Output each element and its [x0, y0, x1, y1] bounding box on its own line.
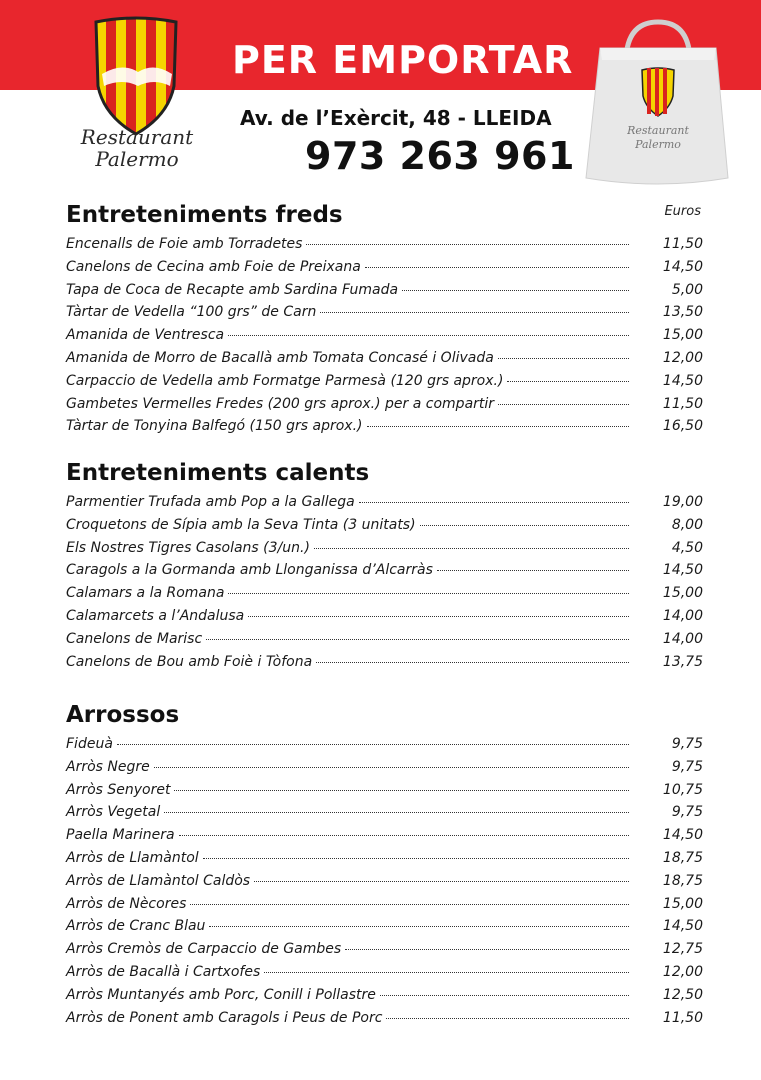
menu-item-price: 16,50	[662, 418, 703, 435]
menu-item	[66, 373, 703, 396]
section-title: Entreteniments calents	[66, 460, 370, 486]
section-entreteniments-freds	[66, 200, 703, 441]
dot-leader	[507, 381, 629, 382]
menu-item	[66, 850, 703, 873]
menu-item-name: Amanida de Morro de Bacallà amb Tomata Concasé i Olivada	[66, 349, 494, 366]
menu-item-name: Croquetons de Sípia amb la Seva Tinta (3 unitats)	[66, 516, 416, 533]
menu-item	[66, 304, 703, 327]
menu-item-name: Els Nostres Tigres Casolans (3/un.)	[66, 539, 310, 556]
menu-item-price: 14,50	[662, 372, 703, 389]
menu-item-name: Caragols a la Gormanda amb Llonganissa d’Alcarràs	[66, 562, 433, 579]
menu-item-price: 4,50	[671, 539, 703, 556]
menu-item	[66, 631, 703, 654]
menu-item-price: 14,50	[662, 562, 703, 579]
menu-item	[66, 517, 703, 540]
dot-leader	[206, 639, 629, 640]
dot-leader	[228, 335, 629, 336]
menu-item-name: Parmentier Trufada amb Pop a la Gallega	[66, 494, 355, 510]
menu-item-price: 14,00	[662, 630, 703, 647]
menu-item-price: 9,75	[671, 804, 703, 821]
dot-leader	[498, 404, 629, 405]
menu-item-name: Carpaccio de Vedella amb Formatge Parmesà (120 grs aprox.)	[66, 372, 504, 389]
menu-item	[66, 654, 703, 677]
dot-leader	[420, 525, 629, 526]
page-title: PER EMPORTAR	[232, 38, 574, 82]
dot-leader	[174, 790, 629, 791]
menu-item	[66, 418, 703, 441]
menu-item	[66, 282, 703, 305]
menu-item	[66, 608, 703, 631]
menu-item-price: 18,75	[662, 849, 703, 866]
menu-item-list	[66, 236, 703, 441]
menu-item-name: Canelons de Marisc	[66, 630, 203, 647]
menu-item	[66, 759, 703, 782]
menu-item	[66, 964, 703, 987]
menu-item-name: Calamars a la Romana	[66, 585, 225, 602]
restaurant-logo-shield	[88, 16, 184, 138]
dot-leader	[402, 290, 629, 291]
dot-leader	[264, 972, 629, 973]
dot-leader	[306, 244, 629, 245]
menu-item-price: 18,75	[662, 872, 703, 889]
dot-leader	[316, 662, 629, 663]
dot-leader	[386, 1018, 629, 1019]
menu-item-list	[66, 736, 703, 1032]
brand-line-1: Restaurant	[80, 125, 194, 149]
menu-item-price: 15,00	[662, 327, 703, 344]
menu-item-name: Arròs de Bacallà i Cartxofes	[66, 963, 261, 980]
menu-item-price: 13,75	[662, 653, 703, 670]
dot-leader	[498, 358, 629, 359]
menu-item-name: Encenalls de Foie amb Torradetes	[66, 236, 303, 252]
menu-item-price: 12,50	[662, 986, 703, 1003]
menu-item-price: 14,50	[662, 827, 703, 844]
menu-item	[66, 494, 703, 517]
brand-name	[52, 126, 222, 170]
currency-label: Euros	[664, 204, 701, 219]
menu-item	[66, 1010, 703, 1033]
dot-leader	[367, 426, 629, 427]
menu-item-price: 13,50	[662, 304, 703, 321]
menu-item	[66, 987, 703, 1010]
dot-leader	[320, 312, 629, 313]
menu-item-name: Canelons de Bou amb Foiè i Tòfona	[66, 653, 313, 670]
menu-item	[66, 350, 703, 373]
menu-item-price: 8,00	[671, 516, 703, 533]
section-arrossos	[66, 700, 703, 1032]
address: Av. de l’Exèrcit, 48 - LLEIDA	[240, 106, 552, 130]
menu-item-name: Arròs Vegetal	[66, 804, 161, 821]
menu-item	[66, 918, 703, 941]
menu-item-name: Tàrtar de Vedella “100 grs” de Carn	[66, 304, 317, 321]
menu-item-price: 15,00	[662, 585, 703, 602]
dot-leader	[203, 858, 629, 859]
menu-item-price: 11,50	[662, 395, 703, 412]
menu-item-name: Tàrtar de Tonyina Balfegó (150 grs aprox.)	[66, 418, 363, 435]
dot-leader	[209, 926, 629, 927]
menu-item-name: Arròs Muntanyés amb Porc, Conill i Pollastre	[66, 986, 376, 1003]
menu-item	[66, 259, 703, 282]
menu-item-name: Arròs de Cranc Blau	[66, 918, 206, 935]
dot-leader	[314, 548, 629, 549]
menu-item-name: Arròs Senyoret	[66, 781, 171, 798]
menu-item-price: 14,00	[662, 607, 703, 624]
menu-item	[66, 585, 703, 608]
menu-item	[66, 941, 703, 964]
menu-item-name: Arròs Cremòs de Carpaccio de Gambes	[66, 941, 342, 958]
menu-item-price: 10,75	[662, 781, 703, 798]
menu-item-name: Paella Marinera	[66, 827, 175, 844]
menu-item-price: 15,00	[662, 895, 703, 912]
menu-item-price: 12,00	[662, 963, 703, 980]
menu-item-name: Calamarcets a l’Andalusa	[66, 607, 245, 624]
menu-item	[66, 896, 703, 919]
menu-item-name: Arròs de Ponent amb Caragols i Peus de Porc	[66, 1009, 383, 1026]
menu-item-name: Arròs de Nècores	[66, 895, 187, 912]
menu-item-price: 12,00	[662, 349, 703, 366]
menu-item-price: 9,75	[671, 736, 703, 752]
menu-item	[66, 562, 703, 585]
menu-item-name: Tapa de Coca de Recapte amb Sardina Fumada	[66, 281, 399, 298]
dot-leader	[380, 995, 629, 996]
menu-item-price: 14,50	[662, 258, 703, 275]
menu-item	[66, 736, 703, 759]
menu-item	[66, 873, 703, 896]
menu-item-price: 5,00	[671, 281, 703, 298]
menu-item-name: Arròs Negre	[66, 758, 150, 775]
menu-item-price: 11,50	[662, 1009, 703, 1026]
dot-leader	[164, 812, 629, 813]
menu-item-name: Fideuà	[66, 736, 113, 752]
dot-leader	[228, 593, 629, 594]
dot-leader	[345, 949, 629, 950]
bag-brand-line-2: Palermo	[635, 138, 681, 151]
dot-leader	[248, 616, 629, 617]
section-entreteniments-calents	[66, 458, 703, 676]
menu-item-name: Canelons de Cecina amb Foie de Preixana	[66, 258, 361, 275]
bag-brand-line-1: Restaurant	[627, 124, 689, 137]
dot-leader	[359, 502, 629, 503]
menu-item	[66, 782, 703, 805]
menu-item	[66, 540, 703, 563]
dot-leader	[437, 570, 629, 571]
dot-leader	[254, 881, 629, 882]
takeaway-bag-illustration	[578, 18, 738, 188]
menu-item-price: 9,75	[671, 758, 703, 775]
menu-item-price: 19,00	[662, 494, 703, 510]
menu-item-name: Arròs de Llamàntol	[66, 849, 199, 866]
brand-line-2: Palermo	[95, 147, 179, 171]
menu-item-price: 12,75	[662, 941, 703, 958]
dot-leader	[190, 904, 629, 905]
menu-item-name: Arròs de Llamàntol Caldòs	[66, 872, 251, 889]
dot-leader	[179, 835, 629, 836]
menu-item	[66, 327, 703, 350]
dot-leader	[154, 767, 629, 768]
menu-item-name: Amanida de Ventresca	[66, 327, 225, 344]
menu-item-list	[66, 494, 703, 676]
phone-number[interactable]: 973 263 961	[305, 134, 575, 178]
dot-leader	[365, 267, 629, 268]
menu-item	[66, 827, 703, 850]
menu-item	[66, 396, 703, 419]
menu-item-name: Gambetes Vermelles Fredes (200 grs aprox.) per a compartir	[66, 395, 495, 412]
menu-item-price: 14,50	[662, 918, 703, 935]
section-title: Arrossos	[66, 702, 180, 728]
section-title: Entreteniments freds	[66, 202, 343, 228]
menu-item-price: 11,50	[662, 236, 703, 252]
menu-item	[66, 804, 703, 827]
menu-item	[66, 236, 703, 259]
dot-leader	[117, 744, 629, 745]
